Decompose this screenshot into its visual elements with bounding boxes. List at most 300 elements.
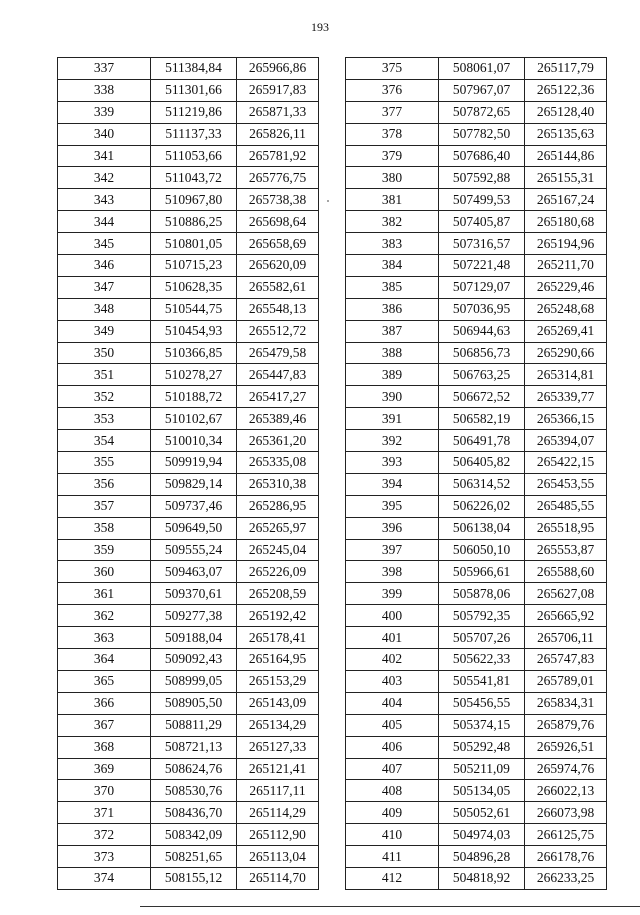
point-number-cell: 384	[346, 255, 439, 277]
table-row	[58, 517, 319, 539]
x-coordinate-cell: 509829,14	[151, 473, 237, 495]
x-coordinate-cell: 508061,07	[439, 58, 525, 80]
point-number-cell: 362	[58, 605, 151, 627]
point-number-cell: 404	[346, 692, 439, 714]
x-coordinate-cell: 509370,61	[151, 583, 237, 605]
point-number-cell: 351	[58, 364, 151, 386]
table-row	[346, 189, 607, 211]
x-coordinate-cell: 510544,75	[151, 298, 237, 320]
table-row	[58, 211, 319, 233]
x-coordinate-cell: 510102,67	[151, 408, 237, 430]
x-coordinate-cell: 504818,92	[439, 867, 525, 889]
y-coordinate-cell: 265479,58	[237, 342, 319, 364]
y-coordinate-cell: 265155,31	[525, 167, 607, 189]
y-coordinate-cell: 265180,68	[525, 211, 607, 233]
x-coordinate-cell: 509555,24	[151, 539, 237, 561]
table-row	[58, 320, 319, 342]
x-coordinate-cell: 506491,78	[439, 430, 525, 452]
table-row	[346, 101, 607, 123]
y-coordinate-cell: 265192,42	[237, 605, 319, 627]
x-coordinate-cell: 506050,10	[439, 539, 525, 561]
x-coordinate-cell: 506405,82	[439, 452, 525, 474]
x-coordinate-cell: 507316,57	[439, 233, 525, 255]
y-coordinate-cell: 265706,11	[525, 627, 607, 649]
point-number-cell: 375	[346, 58, 439, 80]
coordinates-table-right	[345, 57, 607, 890]
y-coordinate-cell: 265310,38	[237, 473, 319, 495]
y-coordinate-cell: 265417,27	[237, 386, 319, 408]
point-number-cell: 408	[346, 780, 439, 802]
point-number-cell: 360	[58, 561, 151, 583]
table-row	[58, 539, 319, 561]
x-coordinate-cell: 510628,35	[151, 276, 237, 298]
x-coordinate-cell: 508251,65	[151, 846, 237, 868]
x-coordinate-cell: 511384,84	[151, 58, 237, 80]
table-row	[346, 255, 607, 277]
y-coordinate-cell: 265286,95	[237, 495, 319, 517]
point-number-cell: 373	[58, 846, 151, 868]
point-number-cell: 359	[58, 539, 151, 561]
table-row	[346, 517, 607, 539]
x-coordinate-cell: 508530,76	[151, 780, 237, 802]
y-coordinate-cell: 265366,15	[525, 408, 607, 430]
table-row	[58, 736, 319, 758]
y-coordinate-cell: 265117,11	[237, 780, 319, 802]
point-number-cell: 342	[58, 167, 151, 189]
point-number-cell: 411	[346, 846, 439, 868]
point-number-cell: 350	[58, 342, 151, 364]
y-coordinate-cell: 265974,76	[525, 758, 607, 780]
point-number-cell: 381	[346, 189, 439, 211]
y-coordinate-cell: 265422,15	[525, 452, 607, 474]
x-coordinate-cell: 510010,34	[151, 430, 237, 452]
point-number-cell: 341	[58, 145, 151, 167]
point-number-cell: 392	[346, 430, 439, 452]
x-coordinate-cell: 506582,19	[439, 408, 525, 430]
y-coordinate-cell: 265339,77	[525, 386, 607, 408]
y-coordinate-cell: 265747,83	[525, 649, 607, 671]
point-number-cell: 345	[58, 233, 151, 255]
y-coordinate-cell: 265738,38	[237, 189, 319, 211]
y-coordinate-cell: 265167,24	[525, 189, 607, 211]
y-coordinate-cell: 266022,13	[525, 780, 607, 802]
x-coordinate-cell: 505456,55	[439, 692, 525, 714]
x-coordinate-cell: 507967,07	[439, 79, 525, 101]
x-coordinate-cell: 505792,35	[439, 605, 525, 627]
point-number-cell: 377	[346, 101, 439, 123]
x-coordinate-cell: 505211,09	[439, 758, 525, 780]
y-coordinate-cell: 265518,95	[525, 517, 607, 539]
y-coordinate-cell: 265121,41	[237, 758, 319, 780]
table-row	[346, 846, 607, 868]
y-coordinate-cell: 266125,75	[525, 824, 607, 846]
point-number-cell: 367	[58, 714, 151, 736]
page-number: 193	[311, 20, 329, 34]
x-coordinate-cell: 508811,29	[151, 714, 237, 736]
table-row	[58, 123, 319, 145]
table-row	[346, 145, 607, 167]
x-coordinate-cell: 509919,94	[151, 452, 237, 474]
y-coordinate-cell: 266178,76	[525, 846, 607, 868]
x-coordinate-cell: 508155,12	[151, 867, 237, 889]
table-row	[58, 692, 319, 714]
y-coordinate-cell: 265114,70	[237, 867, 319, 889]
y-coordinate-cell: 265789,01	[525, 670, 607, 692]
table-row	[346, 298, 607, 320]
x-coordinate-cell: 506314,52	[439, 473, 525, 495]
y-coordinate-cell: 265917,83	[237, 79, 319, 101]
table-row	[58, 605, 319, 627]
coordinates-table-left	[57, 57, 319, 890]
x-coordinate-cell: 507405,87	[439, 211, 525, 233]
y-coordinate-cell: 265588,60	[525, 561, 607, 583]
table-row	[346, 867, 607, 889]
x-coordinate-cell: 507872,65	[439, 101, 525, 123]
x-coordinate-cell: 505134,05	[439, 780, 525, 802]
y-coordinate-cell: 265178,41	[237, 627, 319, 649]
y-coordinate-cell: 265117,79	[525, 58, 607, 80]
y-coordinate-cell: 265128,40	[525, 101, 607, 123]
y-coordinate-cell: 265627,08	[525, 583, 607, 605]
table-row	[58, 364, 319, 386]
point-number-cell: 396	[346, 517, 439, 539]
point-number-cell: 358	[58, 517, 151, 539]
table-row	[58, 627, 319, 649]
x-coordinate-cell: 509649,50	[151, 517, 237, 539]
y-coordinate-cell: 265122,36	[525, 79, 607, 101]
point-number-cell: 401	[346, 627, 439, 649]
point-number-cell: 344	[58, 211, 151, 233]
x-coordinate-cell: 504974,03	[439, 824, 525, 846]
x-coordinate-cell: 505541,81	[439, 670, 525, 692]
point-number-cell: 412	[346, 867, 439, 889]
table-row	[346, 123, 607, 145]
x-coordinate-cell: 506672,52	[439, 386, 525, 408]
y-coordinate-cell: 265834,31	[525, 692, 607, 714]
y-coordinate-cell: 265394,07	[525, 430, 607, 452]
y-coordinate-cell: 265245,04	[237, 539, 319, 561]
point-number-cell: 400	[346, 605, 439, 627]
y-coordinate-cell: 265144,86	[525, 145, 607, 167]
x-coordinate-cell: 505292,48	[439, 736, 525, 758]
x-coordinate-cell: 507036,95	[439, 298, 525, 320]
point-number-cell: 393	[346, 452, 439, 474]
table-row	[346, 539, 607, 561]
table-row	[58, 758, 319, 780]
table-row	[58, 430, 319, 452]
table-row	[58, 189, 319, 211]
x-coordinate-cell: 511043,72	[151, 167, 237, 189]
y-coordinate-cell: 265164,95	[237, 649, 319, 671]
point-number-cell: 338	[58, 79, 151, 101]
point-number-cell: 395	[346, 495, 439, 517]
point-number-cell: 387	[346, 320, 439, 342]
x-coordinate-cell: 509092,43	[151, 649, 237, 671]
table-row	[58, 408, 319, 430]
table-row	[346, 233, 607, 255]
x-coordinate-cell: 511301,66	[151, 79, 237, 101]
point-number-cell: 357	[58, 495, 151, 517]
point-number-cell: 340	[58, 123, 151, 145]
y-coordinate-cell: 265553,87	[525, 539, 607, 561]
y-coordinate-cell: 265113,04	[237, 846, 319, 868]
y-coordinate-cell: 265879,76	[525, 714, 607, 736]
table-row	[346, 408, 607, 430]
point-number-cell: 382	[346, 211, 439, 233]
y-coordinate-cell: 265314,81	[525, 364, 607, 386]
point-number-cell: 376	[346, 79, 439, 101]
table-row	[58, 867, 319, 889]
point-number-cell: 410	[346, 824, 439, 846]
table-row	[346, 276, 607, 298]
y-coordinate-cell: 265229,46	[525, 276, 607, 298]
table-row	[58, 670, 319, 692]
table-row	[346, 342, 607, 364]
point-number-cell: 337	[58, 58, 151, 80]
table-row	[58, 714, 319, 736]
table-row	[346, 692, 607, 714]
table-row	[346, 780, 607, 802]
x-coordinate-cell: 506763,25	[439, 364, 525, 386]
point-number-cell: 356	[58, 473, 151, 495]
y-coordinate-cell: 265871,33	[237, 101, 319, 123]
y-coordinate-cell: 265335,08	[237, 452, 319, 474]
y-coordinate-cell: 265248,68	[525, 298, 607, 320]
table-row	[58, 473, 319, 495]
x-coordinate-cell: 506226,02	[439, 495, 525, 517]
x-coordinate-cell: 508436,70	[151, 802, 237, 824]
x-coordinate-cell: 510188,72	[151, 386, 237, 408]
table-row	[346, 758, 607, 780]
x-coordinate-cell: 508624,76	[151, 758, 237, 780]
x-coordinate-cell: 509463,07	[151, 561, 237, 583]
y-coordinate-cell: 266073,98	[525, 802, 607, 824]
x-coordinate-cell: 510801,05	[151, 233, 237, 255]
y-coordinate-cell: 265208,59	[237, 583, 319, 605]
x-coordinate-cell: 508721,13	[151, 736, 237, 758]
point-number-cell: 352	[58, 386, 151, 408]
x-coordinate-cell: 507221,48	[439, 255, 525, 277]
point-number-cell: 380	[346, 167, 439, 189]
point-number-cell: 385	[346, 276, 439, 298]
point-number-cell: 347	[58, 276, 151, 298]
point-number-cell: 343	[58, 189, 151, 211]
table-row	[58, 452, 319, 474]
y-coordinate-cell: 265389,46	[237, 408, 319, 430]
y-coordinate-cell: 265453,55	[525, 473, 607, 495]
table-row	[58, 561, 319, 583]
y-coordinate-cell: 265781,92	[237, 145, 319, 167]
x-coordinate-cell: 511053,66	[151, 145, 237, 167]
table-row	[58, 276, 319, 298]
y-coordinate-cell: 265485,55	[525, 495, 607, 517]
x-coordinate-cell: 507592,88	[439, 167, 525, 189]
point-number-cell: 402	[346, 649, 439, 671]
y-coordinate-cell: 265826,11	[237, 123, 319, 145]
table-row	[58, 342, 319, 364]
y-coordinate-cell: 265127,33	[237, 736, 319, 758]
y-coordinate-cell: 265966,86	[237, 58, 319, 80]
table-row	[58, 495, 319, 517]
point-number-cell: 372	[58, 824, 151, 846]
point-number-cell: 368	[58, 736, 151, 758]
point-number-cell: 409	[346, 802, 439, 824]
table-row	[346, 211, 607, 233]
y-coordinate-cell: 265926,51	[525, 736, 607, 758]
point-number-cell: 346	[58, 255, 151, 277]
y-coordinate-cell: 265269,41	[525, 320, 607, 342]
y-coordinate-cell: 265265,97	[237, 517, 319, 539]
table-row	[346, 167, 607, 189]
point-number-cell: 353	[58, 408, 151, 430]
point-number-cell: 378	[346, 123, 439, 145]
table-row	[346, 79, 607, 101]
table-row	[346, 430, 607, 452]
x-coordinate-cell: 508905,50	[151, 692, 237, 714]
table-row	[58, 298, 319, 320]
table-row	[58, 79, 319, 101]
y-coordinate-cell: 265290,66	[525, 342, 607, 364]
y-coordinate-cell: 265114,29	[237, 802, 319, 824]
x-coordinate-cell: 508342,09	[151, 824, 237, 846]
table-row	[58, 649, 319, 671]
y-coordinate-cell: 265698,64	[237, 211, 319, 233]
point-number-cell: 363	[58, 627, 151, 649]
y-coordinate-cell: 265112,90	[237, 824, 319, 846]
x-coordinate-cell: 510886,25	[151, 211, 237, 233]
point-number-cell: 374	[58, 867, 151, 889]
x-coordinate-cell: 511219,86	[151, 101, 237, 123]
y-coordinate-cell: 265447,83	[237, 364, 319, 386]
point-number-cell: 366	[58, 692, 151, 714]
y-coordinate-cell: 265153,29	[237, 670, 319, 692]
x-coordinate-cell: 508999,05	[151, 670, 237, 692]
point-number-cell: 349	[58, 320, 151, 342]
x-coordinate-cell: 509188,04	[151, 627, 237, 649]
footer-rule	[140, 906, 640, 907]
point-number-cell: 405	[346, 714, 439, 736]
x-coordinate-cell: 510967,80	[151, 189, 237, 211]
table-row	[58, 824, 319, 846]
point-number-cell: 388	[346, 342, 439, 364]
x-coordinate-cell: 509277,38	[151, 605, 237, 627]
table-row	[58, 233, 319, 255]
table-row	[58, 58, 319, 80]
y-coordinate-cell: 265548,13	[237, 298, 319, 320]
table-row	[346, 452, 607, 474]
table-row	[346, 561, 607, 583]
table-row	[346, 824, 607, 846]
y-coordinate-cell: 265361,20	[237, 430, 319, 452]
point-number-cell: 364	[58, 649, 151, 671]
y-coordinate-cell: 265143,09	[237, 692, 319, 714]
point-number-cell: 339	[58, 101, 151, 123]
table-row	[58, 780, 319, 802]
x-coordinate-cell: 504896,28	[439, 846, 525, 868]
x-coordinate-cell: 507499,53	[439, 189, 525, 211]
table-row	[346, 670, 607, 692]
table-row	[346, 364, 607, 386]
point-number-cell: 398	[346, 561, 439, 583]
point-number-cell: 407	[346, 758, 439, 780]
point-number-cell: 379	[346, 145, 439, 167]
point-number-cell: 383	[346, 233, 439, 255]
table-row	[346, 583, 607, 605]
table-row	[346, 386, 607, 408]
x-coordinate-cell: 510715,23	[151, 255, 237, 277]
y-coordinate-cell: 265194,96	[525, 233, 607, 255]
point-number-cell: 361	[58, 583, 151, 605]
point-number-cell: 389	[346, 364, 439, 386]
x-coordinate-cell: 506856,73	[439, 342, 525, 364]
table-row	[346, 473, 607, 495]
y-coordinate-cell: 265665,92	[525, 605, 607, 627]
y-coordinate-cell: 265776,75	[237, 167, 319, 189]
table-row	[346, 714, 607, 736]
point-number-cell: 406	[346, 736, 439, 758]
point-number-cell: 369	[58, 758, 151, 780]
x-coordinate-cell: 505707,26	[439, 627, 525, 649]
table-row	[58, 386, 319, 408]
table-row	[346, 605, 607, 627]
y-coordinate-cell: 265658,69	[237, 233, 319, 255]
table-row	[58, 167, 319, 189]
y-coordinate-cell: 265211,70	[525, 255, 607, 277]
point-number-cell: 371	[58, 802, 151, 824]
y-coordinate-cell: 265620,09	[237, 255, 319, 277]
y-coordinate-cell: 266233,25	[525, 867, 607, 889]
x-coordinate-cell: 505966,61	[439, 561, 525, 583]
x-coordinate-cell: 510278,27	[151, 364, 237, 386]
table-row	[58, 583, 319, 605]
x-coordinate-cell: 510454,93	[151, 320, 237, 342]
x-coordinate-cell: 505052,61	[439, 802, 525, 824]
table-row	[58, 101, 319, 123]
table-row	[346, 736, 607, 758]
point-number-cell: 370	[58, 780, 151, 802]
x-coordinate-cell: 505374,15	[439, 714, 525, 736]
table-row	[346, 320, 607, 342]
stray-mark	[327, 200, 329, 202]
point-number-cell: 394	[346, 473, 439, 495]
point-number-cell: 391	[346, 408, 439, 430]
table-row	[58, 846, 319, 868]
x-coordinate-cell: 509737,46	[151, 495, 237, 517]
y-coordinate-cell: 265582,61	[237, 276, 319, 298]
point-number-cell: 365	[58, 670, 151, 692]
x-coordinate-cell: 507129,07	[439, 276, 525, 298]
x-coordinate-cell: 510366,85	[151, 342, 237, 364]
x-coordinate-cell: 505622,33	[439, 649, 525, 671]
point-number-cell: 355	[58, 452, 151, 474]
point-number-cell: 348	[58, 298, 151, 320]
point-number-cell: 390	[346, 386, 439, 408]
table-row	[346, 495, 607, 517]
point-number-cell: 397	[346, 539, 439, 561]
table-row	[346, 802, 607, 824]
y-coordinate-cell: 265134,29	[237, 714, 319, 736]
x-coordinate-cell: 507686,40	[439, 145, 525, 167]
point-number-cell: 403	[346, 670, 439, 692]
x-coordinate-cell: 506944,63	[439, 320, 525, 342]
y-coordinate-cell: 265135,63	[525, 123, 607, 145]
point-number-cell: 399	[346, 583, 439, 605]
table-row	[346, 627, 607, 649]
table-row	[58, 255, 319, 277]
x-coordinate-cell: 505878,06	[439, 583, 525, 605]
x-coordinate-cell: 511137,33	[151, 123, 237, 145]
point-number-cell: 354	[58, 430, 151, 452]
